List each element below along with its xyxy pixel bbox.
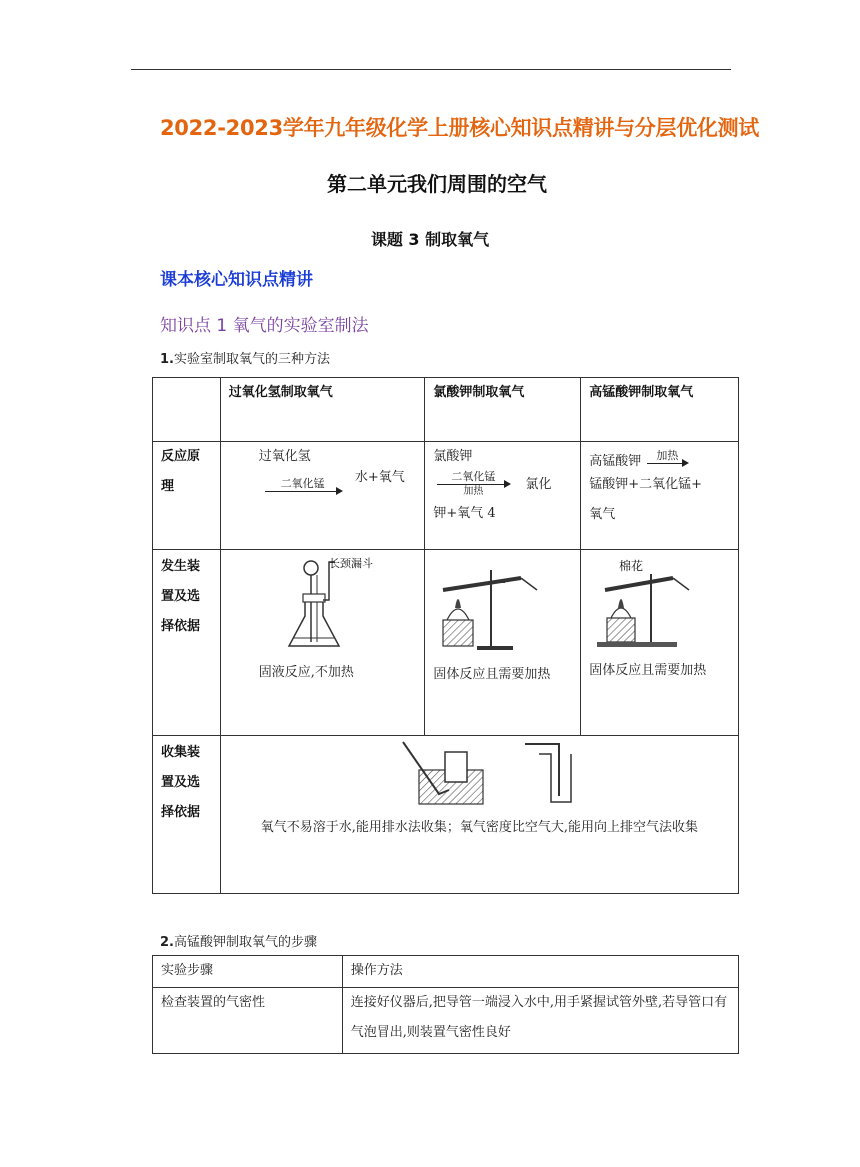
section-title: 课本核心知识点精讲 [160,270,313,290]
table-row-principle [153,442,739,550]
reactant-kmno4: 高锰酸钾 [589,454,642,469]
header-rule [131,69,731,70]
cell-collection [220,736,738,894]
step-cell: 检查装置的气密性 [153,988,343,1054]
header-cell-kmno4: 高锰酸钾制取氧气 [581,378,739,442]
row-label-principle: 反应原理 [153,442,221,550]
products-kmno4-b: 氧气 [589,507,616,522]
table-row [153,988,739,1054]
cell-principle-h2o2 [220,442,425,550]
header-cell-empty [153,378,221,442]
caption-number: 2. [160,935,174,950]
table-header-row [153,956,739,988]
table1-caption [160,348,330,367]
caption-text: 实验室制取氧气的三种方法 [173,352,330,367]
reactant-kclo3: 氯酸钾 [433,449,473,464]
table-row-collection [153,736,739,894]
header-cell-step: 实验步骤 [153,956,343,988]
row-label-generation: 发生装置及选择依据 [153,550,221,736]
products-kmno4-a: 锰酸钾+二氧化锰+ [589,477,703,492]
basis-h2o2: 固液反应,不加热 [258,665,354,680]
products-kclo3-b: 钾+氧气 4 [433,506,496,521]
kmno4-steps-table [152,955,739,1054]
oxygen-methods-table [152,377,739,894]
collection-apparatus-icon [399,740,599,810]
cell-generation-h2o2 [220,550,425,736]
header-cell-method: 操作方法 [342,956,738,988]
test-tube-cotton-apparatus-icon [589,556,699,652]
table2-caption [160,931,317,950]
condition-heat: 加热 [656,449,679,462]
funnel-label: 长颈漏斗 [328,557,373,570]
condition-mno2: 二氧化锰 [280,477,325,490]
products-h2o2: 水+氧气 [354,470,405,485]
flask-funnel-apparatus-icon [269,554,379,654]
caption-number: 1. [160,352,174,367]
test-tube-heating-apparatus-icon [433,560,553,656]
collection-basis: 氧气不易溶于水,能用排水法收集；氧气密度比空气大,能用向上排空气法收集 [260,820,698,835]
row-label-collection: 收集装置及选择依据 [153,736,221,894]
unit-title: 第二单元我们周围的空气 [327,172,547,196]
reaction-arrow [437,470,509,499]
cell-generation-kmno4 [581,550,739,736]
cell-generation-kclo3 [425,550,581,736]
lesson-title: 课题 3 制取氧气 [370,230,490,249]
basis-kclo3: 固体反应且需要加热 [433,667,551,682]
table-header-row [153,378,739,442]
knowledge-point-title: 知识点 1 氧气的实验室制法 [160,316,369,336]
reaction-arrow [647,449,687,464]
cell-principle-kmno4 [581,442,739,550]
main-title: 2022-2023学年九年级化学上册核心知识点精讲与分层优化测试 [160,116,760,140]
caption-text: 高锰酸钾制取氧气的步骤 [173,935,317,950]
reactant-h2o2: 过氧化氢 [258,449,311,464]
reaction-arrow [265,477,341,492]
cell-principle-kclo3 [425,442,581,550]
products-kclo3-a: 氯化 [525,476,552,492]
table-row-generation [153,550,739,736]
basis-kmno4: 固体反应且需要加热 [589,663,707,678]
condition-mno2: 二氧化锰 [451,470,496,483]
header-cell-kclo3: 氯酸钾制取氧气 [425,378,581,442]
header-cell-h2o2: 过氧化氢制取氧气 [220,378,425,442]
condition-heat: 加热 [463,486,484,497]
method-cell: 连接好仪器后,把导管一端浸入水中,用手紧握试管外壁,若导管口有气泡冒出,则装置气密性良好 [342,988,738,1054]
cotton-label: 棉花 [619,559,644,573]
